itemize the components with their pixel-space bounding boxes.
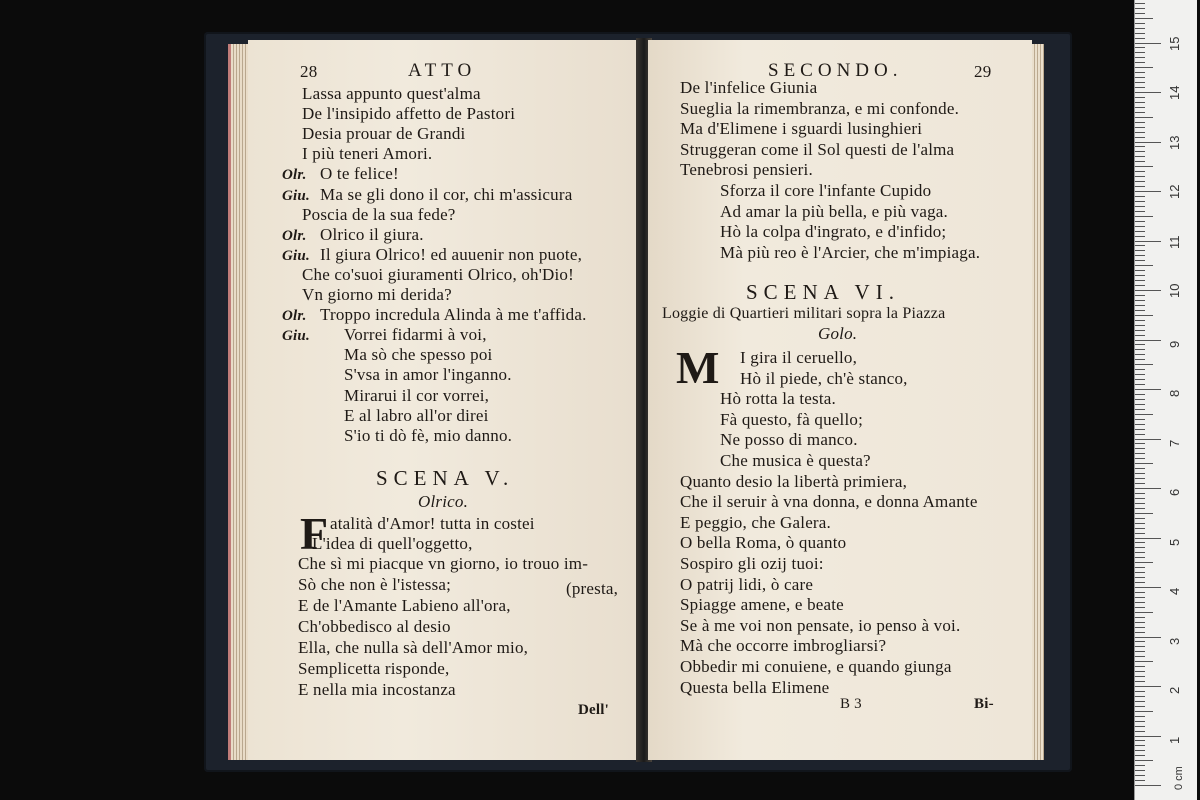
ruler-tick	[1135, 57, 1145, 58]
ruler-tick	[1135, 468, 1145, 469]
speaker-label: Giu.	[282, 328, 310, 345]
verse-line: Tenebrosi pensieri.	[680, 160, 813, 180]
verse-line: Sforza il core l'infante Cupido	[720, 181, 932, 200]
ruler-tick	[1135, 443, 1145, 444]
speaker-label: Giu.	[282, 247, 310, 264]
ruler-tick	[1135, 117, 1153, 118]
ruler-tick	[1135, 315, 1153, 316]
ruler-tick	[1135, 572, 1145, 573]
ruler-tick	[1135, 142, 1161, 143]
page-number-left: 28	[300, 62, 318, 81]
scene-setting: Loggie di Quartieri militari sopra la Piazza	[662, 305, 946, 322]
page-number-right: 29	[974, 62, 992, 81]
scene-line: Ella, che nulla sà dell'Amor mio,	[298, 638, 529, 657]
ruler-tick	[1135, 156, 1145, 157]
ruler-tick	[1135, 211, 1145, 212]
verse-line: Olrico il giura.	[320, 224, 424, 244]
scene-line: Ch'obbedisco al desio	[298, 617, 451, 636]
scene-line: Che musica è questa?	[720, 451, 871, 470]
ruler-tick	[1135, 102, 1145, 103]
ruler-tick	[1135, 146, 1145, 147]
ruler-tick	[1135, 394, 1145, 395]
ruler-label: 6	[1167, 488, 1182, 496]
ruler-tick	[1135, 612, 1153, 613]
ruler-tick	[1135, 414, 1153, 415]
ruler-tick	[1135, 750, 1145, 751]
ruler-tick	[1135, 127, 1145, 128]
ruler-tick	[1135, 513, 1153, 514]
ruler-tick	[1135, 523, 1145, 524]
ruler-tick	[1135, 245, 1145, 246]
ruler-tick	[1135, 765, 1145, 766]
ruler-label: 1	[1167, 736, 1182, 744]
ruler-tick	[1135, 448, 1145, 449]
verse-line: Desia prouar de Grandi	[302, 124, 466, 144]
ruler-tick	[1135, 265, 1153, 266]
verse-line: Ma se gli dono il cor, chi m'assicura	[320, 184, 573, 204]
ruler-tick	[1135, 87, 1145, 88]
ruler-tick	[1135, 92, 1161, 93]
ruler-tick	[1135, 374, 1145, 375]
ruler-tick	[1135, 676, 1145, 677]
left-page	[248, 40, 640, 760]
ruler-tick	[1135, 161, 1145, 162]
ruler-tick	[1135, 656, 1145, 657]
ruler-tick	[1135, 760, 1153, 761]
verse-line: Il giura Olrico! ed auuenir non puote,	[320, 244, 583, 264]
drop-cap-f: F	[300, 508, 329, 559]
ruler-tick	[1135, 567, 1145, 568]
ruler-tick	[1135, 686, 1161, 687]
scene-line: Mà che occorre imbrogliarsi?	[680, 636, 887, 656]
ruler-label: 2	[1167, 686, 1182, 694]
verse-line: Ad amar la più bella, e più vaga.	[720, 201, 948, 221]
ruler-tick	[1135, 201, 1145, 202]
ruler-tick	[1135, 473, 1145, 474]
scene-line: (presta,	[566, 579, 619, 598]
scene-title-v: SCENA V.	[376, 466, 515, 490]
ruler-tick	[1135, 3, 1145, 4]
verse-line: Ma d'Elimene i sguardi lusinghieri	[680, 119, 923, 139]
scene-line: O patrij lidi, ò care	[680, 574, 814, 594]
ruler-tick	[1135, 389, 1161, 390]
ruler-tick	[1135, 424, 1145, 425]
ruler-tick	[1135, 745, 1145, 746]
speaker-label: Olr.	[282, 167, 307, 184]
ruler-tick	[1135, 538, 1161, 539]
scene-line: Spiagge amene, e beate	[680, 595, 844, 615]
ruler-label: 11	[1167, 235, 1182, 249]
ruler-tick	[1135, 320, 1145, 321]
ruler-tick	[1135, 191, 1161, 192]
ruler-tick	[1135, 503, 1145, 504]
ruler-tick	[1135, 453, 1145, 454]
verse-line: Lassa appunto quest'alma	[302, 84, 481, 103]
ruler-tick	[1135, 483, 1145, 484]
scene-line: E de l'Amante Labieno all'ora,	[298, 596, 511, 615]
ruler-tick	[1135, 617, 1145, 618]
ruler-tick	[1135, 310, 1145, 311]
ruler-label: 5	[1167, 538, 1182, 546]
ruler-tick	[1135, 711, 1153, 712]
scene-line: Fà questo, fà quello;	[720, 409, 864, 429]
verse-line: Poscia de la sua fede?	[302, 204, 456, 224]
ruler-tick	[1135, 641, 1145, 642]
ruler-tick	[1135, 478, 1145, 479]
ruler-tick	[1135, 275, 1145, 276]
ruler-tick	[1135, 602, 1145, 603]
ruler-tick	[1135, 755, 1145, 756]
ruler-tick	[1135, 434, 1145, 435]
scene-line: I gira il ceruello,	[740, 348, 858, 367]
verse-line: Ma sò che spesso poi	[344, 345, 493, 365]
ruler-tick	[1135, 344, 1145, 345]
ruler-tick	[1135, 176, 1145, 177]
ruler-tick	[1135, 592, 1145, 593]
ruler-tick	[1135, 429, 1145, 430]
speaker-label: Giu.	[282, 187, 310, 204]
ruler-tick	[1135, 122, 1145, 123]
ruler-tick	[1135, 775, 1145, 776]
ruler-tick	[1135, 285, 1145, 286]
ruler-tick	[1135, 151, 1145, 152]
ruler-tick	[1135, 221, 1145, 222]
ruler-tick	[1135, 290, 1161, 291]
ruler-tick	[1135, 137, 1145, 138]
ruler-tick	[1135, 518, 1145, 519]
ruler-tick	[1135, 458, 1145, 459]
ruler-tick	[1135, 716, 1145, 717]
ruler-tick	[1135, 107, 1145, 108]
ruler-tick	[1135, 770, 1145, 771]
ruler-tick	[1135, 696, 1145, 697]
ruler-tick	[1135, 661, 1153, 662]
ruler-tick	[1135, 364, 1153, 365]
speaker-label: Olr.	[282, 227, 307, 244]
ruler-tick	[1135, 132, 1145, 133]
ruler-tick	[1135, 637, 1161, 638]
ruler-tick	[1135, 305, 1145, 306]
verse-line: Sueglia la rimembranza, e mi confonde.	[680, 98, 960, 118]
scene-line: Se à me voi non pensate, io penso à voi.	[680, 615, 961, 635]
scene-line: Che sì mi piacque vn giorno, io trouo im-	[298, 554, 589, 573]
verse-line: De l'infelice Giunia	[680, 78, 818, 97]
ruler-tick	[1135, 8, 1145, 9]
ruler-tick	[1135, 439, 1161, 440]
ruler-label: 14	[1167, 85, 1182, 100]
ruler-tick	[1135, 557, 1145, 558]
ruler-tick	[1135, 701, 1145, 702]
scene-character-golo: Golo.	[818, 324, 858, 343]
scene-line: Hò rotta la testa.	[720, 389, 836, 409]
running-head-right: SECONDO.	[768, 60, 903, 81]
ruler-tick	[1135, 171, 1145, 172]
ruler-tick	[1135, 419, 1145, 420]
ruler-tick	[1135, 250, 1145, 251]
ruler-tick	[1135, 493, 1145, 494]
ruler-tick	[1135, 67, 1153, 68]
scene-line: atalità d'Amor! tutta in costei	[330, 514, 535, 533]
speaker-label: Olr.	[282, 308, 307, 325]
ruler-tick	[1135, 404, 1145, 405]
ruler-tick	[1135, 38, 1145, 39]
ruler-tick	[1135, 488, 1161, 489]
verse-line: Mà più reo è l'Arcier, che m'impiaga.	[720, 242, 981, 262]
scene-line: Quanto desio la libertà primiera,	[680, 471, 908, 491]
ruler-tick	[1135, 236, 1145, 237]
ruler-label: 15	[1167, 36, 1182, 51]
ruler-tick	[1135, 627, 1145, 628]
ruler-tick	[1135, 325, 1145, 326]
ruler-tick	[1135, 562, 1153, 563]
ruler-tick	[1135, 409, 1145, 410]
ruler-tick	[1135, 226, 1145, 227]
ruler-tick	[1135, 82, 1145, 83]
ruler-tick	[1135, 785, 1161, 786]
scene-line: Sò che non è l'istessa;	[298, 575, 452, 594]
ruler-tick	[1135, 97, 1145, 98]
ruler-tick	[1135, 206, 1145, 207]
ruler-tick	[1135, 260, 1145, 261]
ruler-tick	[1135, 587, 1161, 588]
ruler-tick	[1135, 691, 1145, 692]
ruler-tick	[1135, 52, 1145, 53]
ruler-tick	[1135, 547, 1145, 548]
ruler-tick	[1135, 646, 1145, 647]
ruler-tick	[1135, 340, 1161, 341]
ruler-tick	[1135, 43, 1161, 44]
ruler-tick	[1135, 721, 1145, 722]
ruler-tick	[1135, 295, 1145, 296]
ruler-tick	[1135, 270, 1145, 271]
ruler-tick	[1135, 533, 1145, 534]
ruler-tick	[1135, 528, 1145, 529]
ruler-tick	[1135, 369, 1145, 370]
ruler-tick	[1135, 379, 1145, 380]
scene-line: E nella mia incostanza	[298, 680, 456, 699]
ruler-tick	[1135, 77, 1145, 78]
verse-line: Vorrei fidarmi à voi,	[344, 325, 487, 345]
ruler-tick	[1135, 577, 1145, 578]
ruler-tick	[1135, 706, 1145, 707]
ruler-tick	[1135, 666, 1145, 667]
ruler-tick	[1135, 399, 1145, 400]
scene-line: Ne posso di manco.	[720, 430, 858, 450]
verse-line: Mirarui il cor vorrei,	[344, 385, 490, 405]
ruler-tick	[1135, 736, 1161, 737]
verse-line: Che co'suoi giuramenti Olrico, oh'Dio!	[302, 264, 574, 284]
ruler-tick	[1135, 726, 1145, 727]
ruler-tick	[1135, 112, 1145, 113]
ruler-tick	[1135, 622, 1145, 623]
ruler-tick	[1135, 463, 1153, 464]
verse-line: Troppo incredula Alinda à me t'affida.	[320, 305, 587, 325]
verse-line: E al labro all'or direi	[344, 405, 489, 425]
ruler-tick	[1135, 23, 1145, 24]
verse-line: O te felice!	[320, 164, 399, 184]
ruler-label: 9	[1167, 340, 1182, 348]
ruler-tick	[1135, 651, 1145, 652]
verse-line: S'io ti dò fè, mio danno.	[344, 425, 513, 445]
scene-title-vi: SCENA VI.	[746, 280, 900, 304]
right-page	[648, 40, 1032, 760]
ruler-tick	[1135, 542, 1145, 543]
ruler-tick	[1135, 740, 1145, 741]
ruler-tick	[1135, 607, 1145, 608]
measurement-ruler	[1134, 0, 1197, 800]
ruler-tick	[1135, 13, 1145, 14]
ruler-tick	[1135, 166, 1153, 167]
scene-line: L'idea di quell'oggetto,	[312, 534, 473, 553]
ruler-tick	[1135, 72, 1145, 73]
ruler-label: 7	[1167, 439, 1182, 447]
ruler-tick	[1135, 18, 1153, 19]
verse-line: S'vsa in amor l'inganno.	[344, 365, 512, 385]
ruler-tick	[1135, 384, 1145, 385]
catchword-left: Dell'	[578, 702, 609, 718]
ruler-tick	[1135, 508, 1145, 509]
ruler-tick	[1135, 186, 1145, 187]
ruler-tick	[1135, 552, 1145, 553]
ruler-tick	[1135, 354, 1145, 355]
ruler-tick	[1135, 731, 1145, 732]
catchword-right: Bi-	[974, 696, 994, 712]
ruler-tick	[1135, 335, 1145, 336]
ruler-tick	[1135, 62, 1145, 63]
verse-line: Vn giorno mi derida?	[302, 285, 452, 304]
ruler-tick	[1135, 349, 1145, 350]
verse-line: Hò la colpa d'ingrato, e d'infido;	[720, 222, 947, 242]
scene-character-olrico: Olrico.	[418, 492, 469, 511]
scene-line: Semplicetta risponde,	[298, 659, 450, 678]
scene-line: Questa bella Elimene	[680, 677, 830, 697]
ruler-label: 4	[1167, 587, 1182, 595]
ruler-tick	[1135, 359, 1145, 360]
scene-line: Hò il piede, ch'è stanco,	[740, 368, 908, 388]
running-head-left: ATTO	[408, 60, 477, 81]
scene-line: Sospiro gli ozij tuoi:	[680, 554, 824, 573]
ruler-label: 13	[1167, 135, 1182, 150]
ruler-tick	[1135, 300, 1145, 301]
ruler-label: 3	[1167, 637, 1182, 645]
ruler-tick	[1135, 671, 1145, 672]
ruler-tick	[1135, 498, 1145, 499]
ruler-tick	[1135, 280, 1145, 281]
ruler-tick	[1135, 681, 1145, 682]
ruler-tick	[1135, 28, 1145, 29]
ruler-tick	[1135, 196, 1145, 197]
ruler-tick	[1135, 241, 1161, 242]
signature-mark: B 3	[840, 696, 862, 712]
ruler-tick	[1135, 33, 1145, 34]
scene-line: O bella Roma, ò quanto	[680, 533, 847, 553]
ruler-tick	[1135, 216, 1153, 217]
ruler-label: 10	[1167, 283, 1182, 298]
ruler-tick	[1135, 582, 1145, 583]
verse-line: Struggeran come il Sol questi de l'alma	[680, 139, 955, 159]
ruler-label: 8	[1167, 389, 1182, 397]
ruler-tick	[1135, 231, 1145, 232]
ruler-tick	[1135, 632, 1145, 633]
ruler-tick	[1135, 47, 1145, 48]
verse-line: I più teneri Amori.	[302, 144, 433, 164]
ruler-unit-label: 0 cm	[1173, 766, 1185, 790]
ruler-tick	[1135, 780, 1145, 781]
ruler-tick	[1135, 330, 1145, 331]
verse-line: De l'insipido affetto de Pastori	[302, 104, 516, 124]
ruler-tick	[1135, 181, 1145, 182]
drop-cap-m: M	[676, 342, 720, 393]
scene-line: Obbedir mi conuiene, e quando giunga	[680, 657, 952, 676]
ruler-tick	[1135, 255, 1145, 256]
scene-line: E peggio, che Galera.	[680, 512, 831, 532]
scene-line: Che il seruir à vna donna, e donna Amante	[680, 492, 978, 512]
ruler-label: 12	[1167, 184, 1182, 199]
ruler-tick	[1135, 597, 1145, 598]
